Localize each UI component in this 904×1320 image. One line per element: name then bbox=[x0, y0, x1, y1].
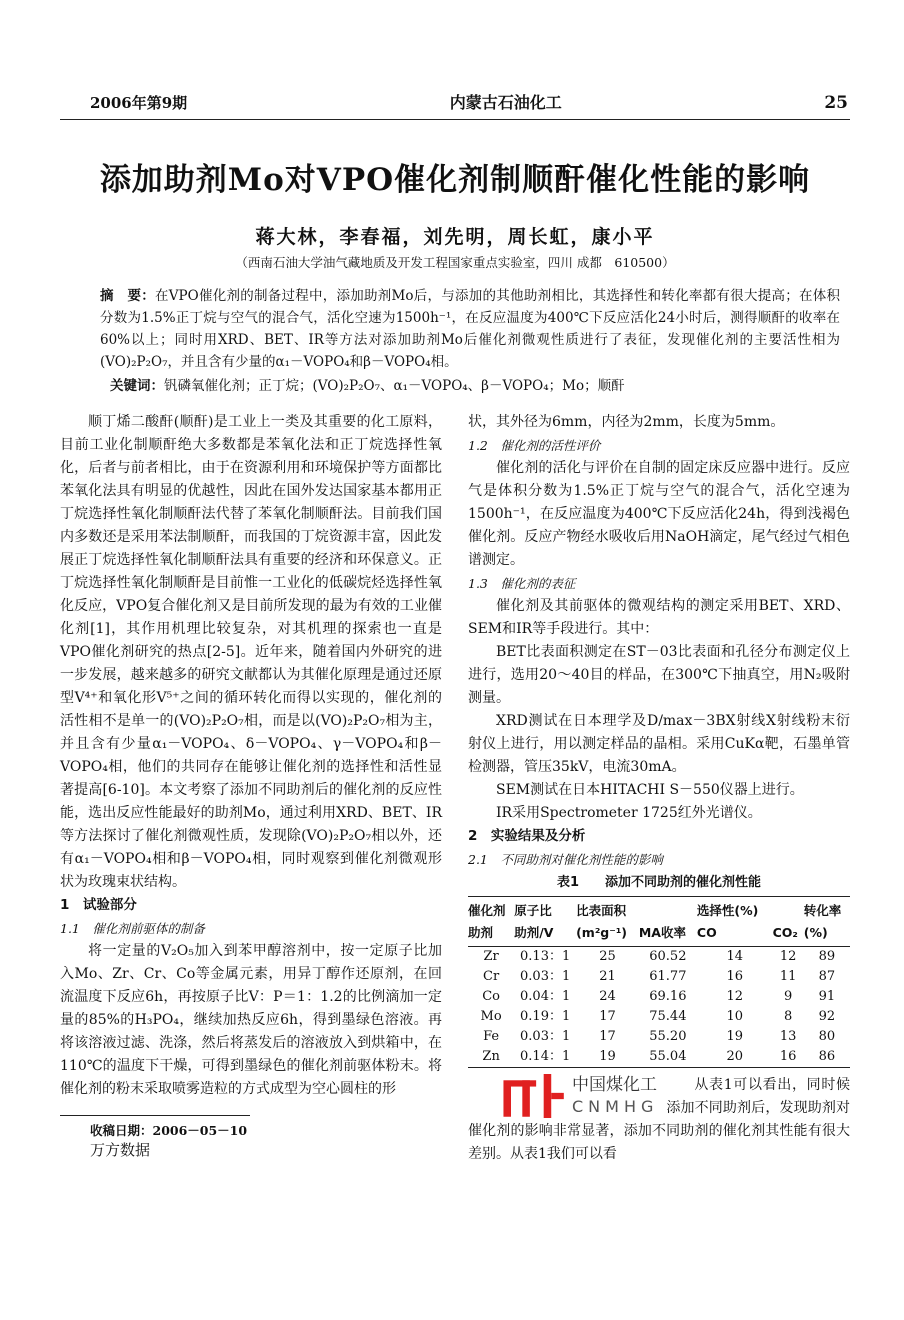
xrd-paragraph: XRD测试在日本理学及D/max－3BX射线X射线粉末衍射仪上进行，用以测定样品的晶相。采用CuKα靶，石墨单管检测器，管压35kV，电流30mA。 bbox=[468, 713, 850, 775]
table-cell: 17 bbox=[599, 1009, 616, 1024]
table-cell: 12 bbox=[779, 949, 797, 964]
table-cell: Cr bbox=[483, 969, 500, 984]
column-header: 比表面积 bbox=[576, 897, 639, 923]
section-2-heading: 2 实验结果及分析 bbox=[468, 828, 586, 844]
table-cell: 0.19：1 bbox=[520, 1009, 571, 1024]
journal-name: 内蒙古石油化工 bbox=[449, 93, 562, 112]
column-header: CO₂ bbox=[773, 922, 804, 947]
column-header: CO bbox=[697, 922, 773, 947]
continued-paragraph: 状，其外径为6mm，内径为2mm，长度为5mm。 bbox=[468, 414, 785, 430]
column-header: 原子比 bbox=[514, 897, 576, 923]
column-header: 助剂/V bbox=[514, 922, 576, 947]
table-cell: Co bbox=[482, 989, 500, 1004]
table-row bbox=[468, 1047, 850, 1068]
column-header bbox=[639, 897, 697, 923]
table-cell: 8 bbox=[784, 1009, 793, 1024]
table-cell: Zr bbox=[483, 949, 499, 964]
table-cell: 0.03：1 bbox=[520, 1029, 571, 1044]
table-cell: 14 bbox=[726, 949, 744, 964]
catalyst-table bbox=[468, 896, 850, 1068]
table-row bbox=[468, 987, 850, 1007]
preparation-paragraph: 将一定量的V₂O₅加入到苯甲醇溶剂中，按一定原子比加入Mo、Zr、Cr、Co等金属元素，用异丁醇作还原剂，在回流温度下反应6h，再按原子比V：P＝1：1.2的比例滴加一定量的85%的H₃PO₄，继续加热反应6h，得到墨绿色溶液。再将该溶液过滤、洗涤，然后将蒸发后的溶液放入到烘箱中，在110℃的温度下干燥，可得到墨绿色的催化剂前驱体粉末。将催化剂的粉末采取喷雾造粒的方式成型为空心圆柱的形 bbox=[60, 943, 442, 1097]
right-column bbox=[468, 411, 850, 1166]
table-cell: 19 bbox=[726, 1029, 744, 1044]
abstract bbox=[100, 285, 840, 373]
table-cell: 0.04：1 bbox=[520, 989, 571, 1004]
page-number: 25 bbox=[824, 93, 848, 113]
issue-label: 2006年第9期 bbox=[90, 94, 188, 112]
table-header-row bbox=[468, 922, 850, 947]
abstract-label: 摘 要： bbox=[100, 288, 156, 304]
table-row bbox=[468, 1027, 850, 1047]
table-cell: 55.20 bbox=[649, 1029, 687, 1044]
table-cell: 25 bbox=[599, 949, 616, 964]
table-cell: 11 bbox=[779, 969, 797, 984]
authors: 蒋大林，李春福，刘先明，周长虹，康小平 bbox=[255, 226, 655, 248]
watermark-text-en: CNMHG bbox=[572, 1097, 659, 1116]
section-2-1-heading: 2.1 不同助剂对催化剂性能的影响 bbox=[468, 852, 663, 867]
intro-paragraph: 顺丁烯二酸酐(顺酐)是工业上一类及其重要的化工原料，目前工业化制顺酐绝大多数都是苯氧化法和正丁烷选择性氧化，后者与前者相比，由于在资源利用和环境保护等方面都比苯氧化法具有明显的优越性，因此在国外发达国家基本都用正丁烷选择性氧化制顺酐法代替了苯氧化制顺酐法。目前我们国内多数还是采用苯法制顺酐，而我国的丁烷资源丰富，因此发展正丁烷选择性氧化制顺酐法具有重要的经济和环保意义。正丁烷选择性氧化制顺酐是目前惟一工业化的低碳烷烃选择性氧化反应，VPO复合催化剂又是目前所发现的最为有效的工业催化剂[1]，其作用机理比较复杂，对其机理的探索也一直是VPO催化剂研究的热点[2-5]。近年来，随着国内外研究的进一步发展，越来越多的研究文献都认为其催化原理是通过还原型V⁴⁺和氧化形V⁵⁺之间的循环转化而得以实现的，催化剂的活性相不是单一的(VO)₂P₂O₇相，而是以(VO)₂P₂O₇相为主，并且含有少量α₁－VOPO₄、δ－VOPO₄、γ－VOPO₄和β－VOPO₄相，他们的共同存在能够让催化剂的选择性和活性显著提高[6-10]。本文考察了添加不同助剂后的催化剂的反应性能，选出反应性能最好的助剂Mo，通过利用XRD、BET、IR等方法探讨了催化剂微观性质，发现除(VO)₂P₂O₇相以外，还有α₁－VOPO₄相和β－VOPO₄相，同时观察到催化剂微观形状为玫瑰束状结构。 bbox=[60, 414, 442, 890]
characterization-paragraph: 催化剂及其前驱体的微观结构的测定采用BET、XRD、SEM和IR等手段进行。其中： bbox=[468, 598, 850, 637]
column-header: MA收率 bbox=[639, 922, 697, 947]
table-cell: 19 bbox=[576, 1047, 639, 1068]
table-cell: 17 bbox=[599, 1029, 616, 1044]
paper-title: 添加助剂Mo对VPO催化剂制顺酐催化性能的影响 bbox=[99, 162, 811, 198]
watermark-text bbox=[572, 1074, 658, 1118]
bet-paragraph: BET比表面积测定在ST－03比表面和孔径分布测定仪上进行，选用20～40目的样品，在300℃下抽真空，用N₂吸附测量。 bbox=[468, 644, 850, 706]
table-row bbox=[468, 967, 850, 987]
table-cell: Zn bbox=[468, 1047, 514, 1068]
table-cell: 60.52 bbox=[649, 949, 687, 964]
column-header bbox=[773, 897, 804, 923]
table-row bbox=[468, 1007, 850, 1027]
table-header-row bbox=[468, 897, 850, 923]
watermark-logo bbox=[498, 1074, 568, 1118]
footnote-rule bbox=[60, 1115, 250, 1116]
watermark-text-cn: 中国煤化工 bbox=[572, 1075, 657, 1095]
activity-paragraph: 催化剂的活化与评价在自制的固定床反应器中进行。反应气是体积分数为1.5%正丁烷与空气的混合气，活化空速为1500h⁻¹，在反应温度为400℃下反应活化24h，得到浅褐色催化剂。反应产物经水吸收后用NaOH滴定，尾气经过气相色谱测定。 bbox=[468, 460, 850, 568]
sem-paragraph: SEM测试在日本HITACHI S－550仪器上进行。 bbox=[496, 782, 804, 798]
table-cell: 10 bbox=[726, 1009, 744, 1024]
table-cell: 80 bbox=[818, 1029, 836, 1044]
table-cell: 24 bbox=[599, 989, 616, 1004]
table-cell: 16 bbox=[726, 969, 744, 984]
column-header: 转化率 bbox=[804, 897, 850, 923]
table-cell: 12 bbox=[726, 989, 744, 1004]
column-header: 助剂 bbox=[468, 922, 514, 947]
abstract-text: 在VPO催化剂的制备过程中，添加助剂Mo后，与添加的其他助剂相比，其选择性和转化率都有很大提高；在体积分数为1.5%正丁烷与空气的混合气，活化空速为1500h⁻¹，在反应温度为400℃下反应活化24小时后，测得顺酐的收率在60%以上；同时用XRD、BET、IR等方法对添加助剂Mo后催化剂微观性质进行了表征，发现催化剂的主要活性相为(VO)₂P₂O₇，并且含有少量的α₁－VOPO₄和β－VOPO₄相。 bbox=[100, 288, 840, 370]
received-date: 收稿日期：2006－05－10 bbox=[90, 1123, 248, 1138]
table-cell: 21 bbox=[599, 969, 616, 984]
results-paragraph: 从表1可以看出，同时候添加不同助剂后，发现助剂对催化剂的影响非常显著，添加不同助剂的催化剂其性能有很大差别。从表1我们可以看 bbox=[468, 1077, 850, 1162]
keywords-text: 钒磷氧催化剂；正丁烷；(VO)₂P₂O₇、α₁－VOPO₄、β－VOPO₄；Mo；顺酐 bbox=[164, 378, 625, 394]
table-cell: 75.44 bbox=[649, 1009, 687, 1024]
table-cell: 55.04 bbox=[639, 1047, 697, 1068]
table-cell: 9 bbox=[784, 989, 793, 1004]
column-header: 选择性(%) bbox=[697, 897, 773, 923]
table-cell: 0.03：1 bbox=[520, 969, 571, 984]
body-columns bbox=[60, 411, 850, 1166]
column-header: (%) bbox=[804, 922, 850, 947]
table-caption: 表1 添加不同助剂的催化剂性能 bbox=[556, 875, 762, 890]
left-column bbox=[60, 411, 442, 1166]
table-row bbox=[468, 947, 850, 968]
table-cell: 89 bbox=[818, 949, 836, 964]
table-cell: 69.16 bbox=[649, 989, 687, 1004]
running-header bbox=[60, 90, 850, 120]
table-cell: 86 bbox=[804, 1047, 850, 1068]
table-cell: 91 bbox=[818, 989, 836, 1004]
keywords-label: 关键词： bbox=[110, 378, 164, 394]
column-header: 催化剂 bbox=[468, 897, 514, 923]
keywords bbox=[110, 375, 850, 397]
watermark bbox=[498, 1074, 658, 1118]
table-cell: 0.13：1 bbox=[520, 949, 571, 964]
table-cell: 20 bbox=[697, 1047, 773, 1068]
table-cell: 13 bbox=[779, 1029, 797, 1044]
column-header: (m²g⁻¹) bbox=[576, 922, 639, 947]
table-cell: 61.77 bbox=[649, 969, 687, 984]
source-watermark: 万方数据 bbox=[90, 1141, 151, 1159]
table-cell: 16 bbox=[773, 1047, 804, 1068]
section-1-2-heading: 1.2 催化剂的活性评价 bbox=[468, 438, 601, 453]
table-cell: 0.14：1 bbox=[514, 1047, 576, 1068]
table-cell: Fe bbox=[483, 1029, 500, 1044]
section-1-heading: 1 试验部分 bbox=[60, 897, 137, 913]
section-1-3-heading: 1.3 催化剂的表征 bbox=[468, 576, 576, 591]
table-cell: 92 bbox=[818, 1009, 836, 1024]
ir-paragraph: IR采用Spectrometer 1725红外光谱仪。 bbox=[496, 805, 762, 821]
table-cell: 87 bbox=[818, 969, 836, 984]
section-1-1-heading: 1.1 催化剂前驱体的制备 bbox=[60, 921, 205, 936]
table-cell: Mo bbox=[480, 1009, 502, 1024]
affiliation: （西南石油大学油气藏地质及开发工程国家重点实验室，四川 成都 610500） bbox=[235, 255, 675, 270]
